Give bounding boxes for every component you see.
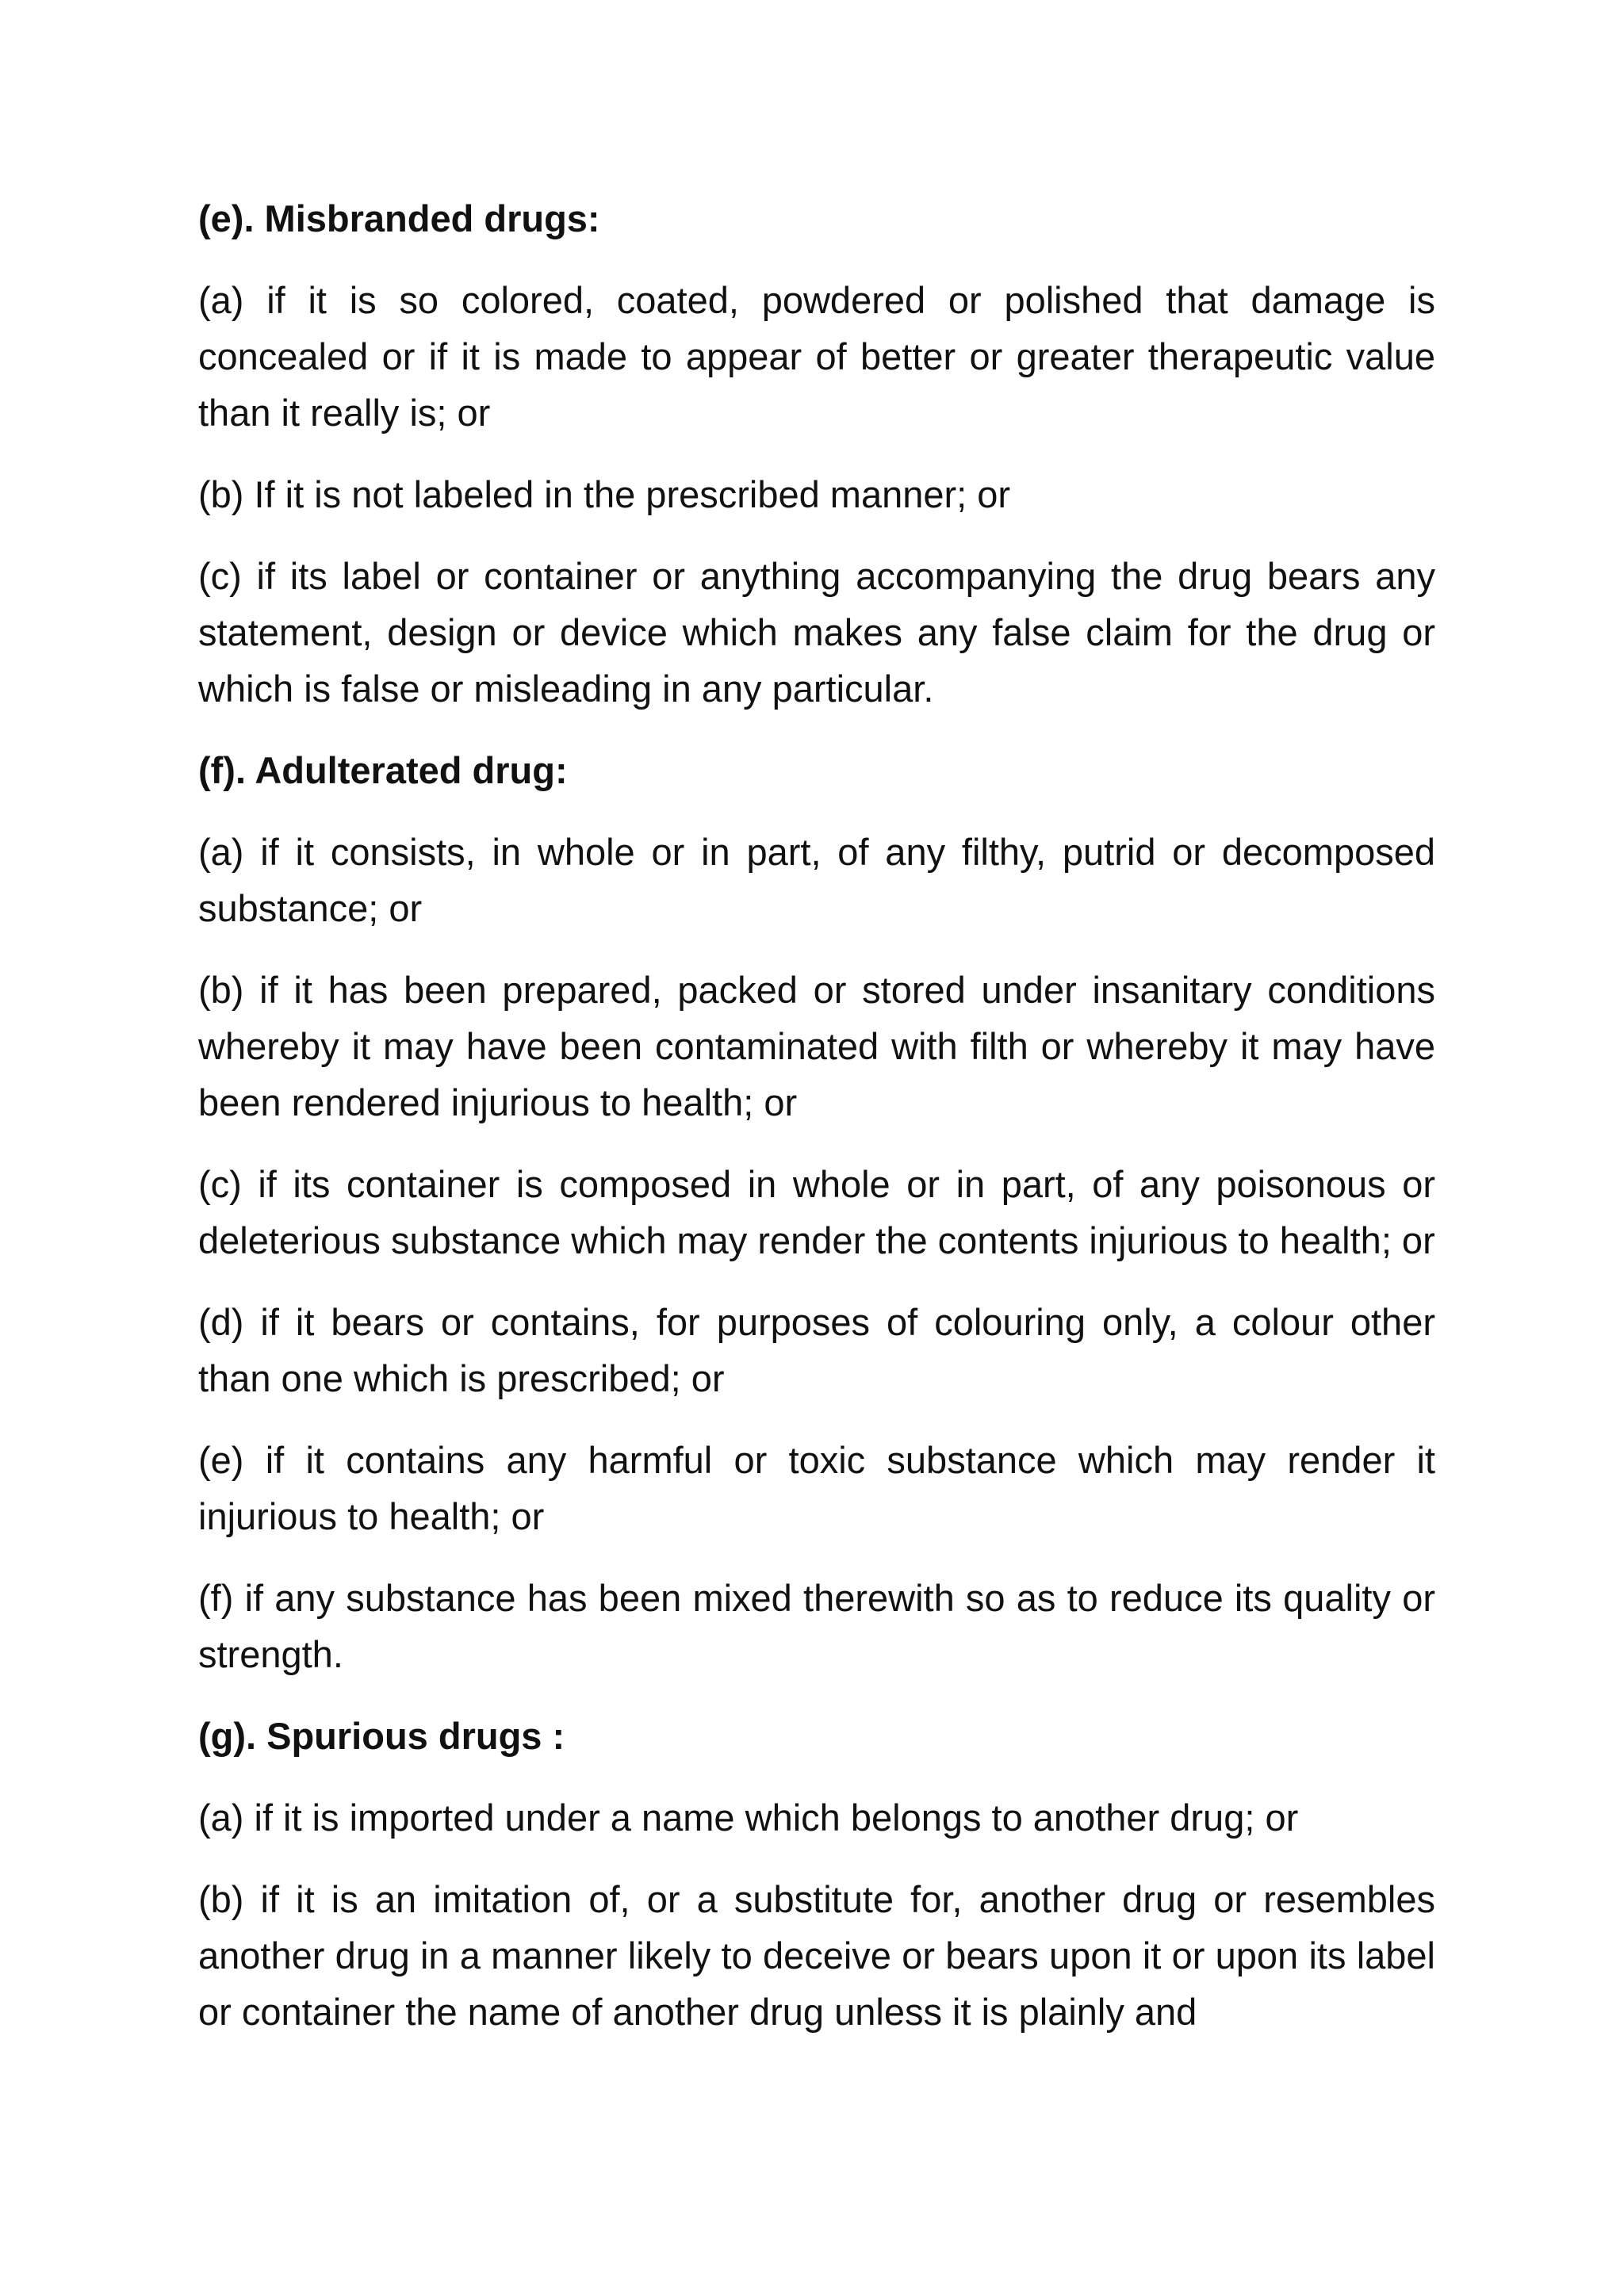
misbranded-clause-c: (c) if its label or container or anything accompanying the drug bears any statement, design or device which makes any false claim for the drug or which is false or misleading in any particular. (198, 555, 1435, 710)
spurious-clause-a: (a) if it is imported under a name which belongs to another drug; or (198, 1797, 1299, 1839)
spurious-clause-b: (b) if it is an imitation of, or a substitute for, another drug or resembles another drug in a manner likely to deceive or bears upon it or upon its label or container the name of another drug unless it is plainly and (198, 1878, 1435, 2033)
adulterated-clause-b: (b) if it has been prepared, packed or stored under insanitary conditions whereby it may have been contaminated with filth or whereby it may have been rendered injurious to health; or (198, 969, 1435, 1123)
adulterated-clause-d: (d) if it bears or contains, for purposes of colouring only, a colour other than one which is prescribed; or (198, 1301, 1435, 1399)
misbranded-clause-a: (a) if it is so colored, coated, powdered or polished that damage is concealed or if it is made to appear of better or greater therapeutic value than it really is; or (198, 279, 1435, 434)
adulterated-clause-a: (a) if it consists, in whole or in part, of any filthy, putrid or decomposed substance; or (198, 831, 1435, 929)
misbranded-clause-b: (b) If it is not labeled in the prescribed manner; or (198, 473, 1011, 515)
adulterated-clause-c: (c) if its container is composed in whole or in part, of any poisonous or deleterious substance which may render the contents injurious to health; or (198, 1163, 1435, 1261)
adulterated-clause-f: (f) if any substance has been mixed therewith so as to reduce its quality or strength. (198, 1577, 1435, 1675)
document-page (198, 190, 1435, 2065)
adulterated-clause-e: (e) if it contains any harmful or toxic substance which may render it injurious to health; or (198, 1439, 1435, 1537)
section-heading-misbranded-drugs: (e). Misbranded drugs: (198, 197, 600, 239)
section-heading-adulterated-drug: (f). Adulterated drug: (198, 749, 568, 791)
section-heading-spurious-drugs: (g). Spurious drugs : (198, 1715, 565, 1757)
